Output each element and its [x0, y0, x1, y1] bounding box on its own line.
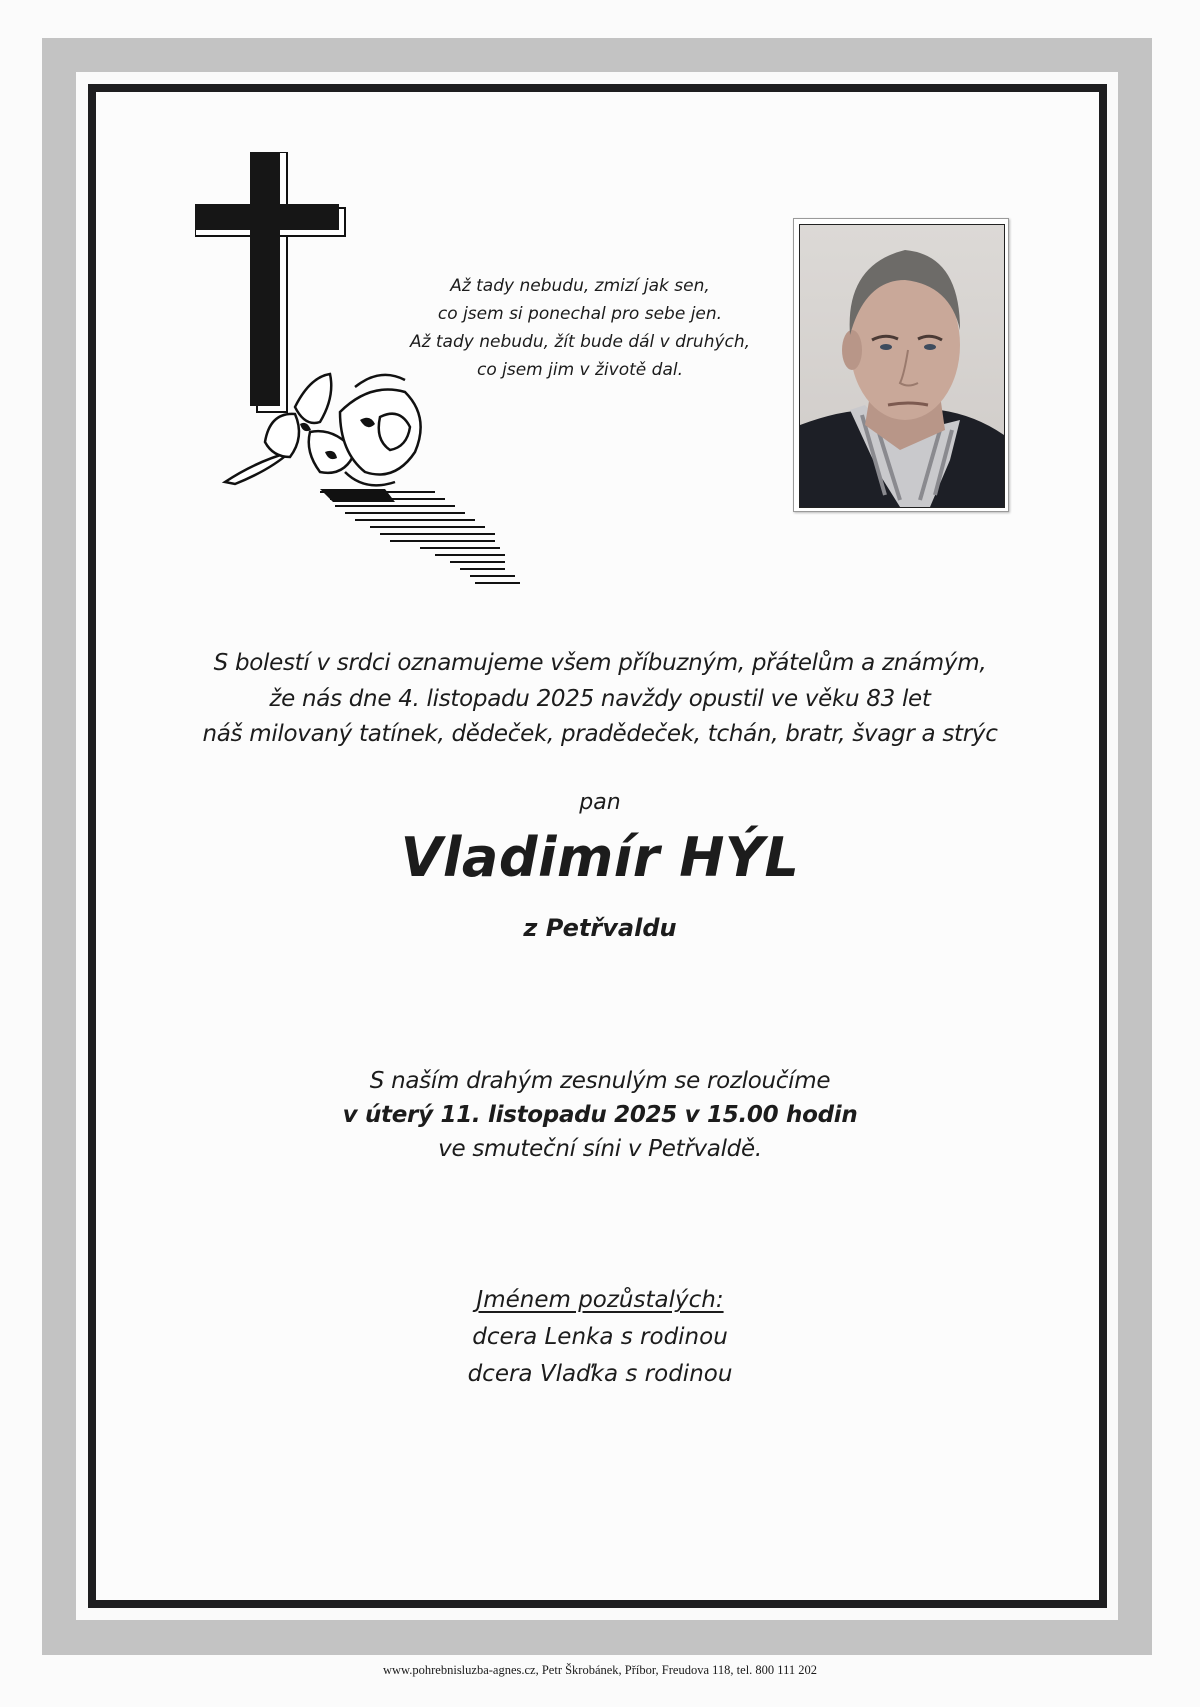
- deceased-name: Vladimír HÝL: [400, 826, 800, 889]
- deceased-origin: z Petřvaldu: [523, 914, 677, 942]
- announcement-line: S bolestí v srdci oznamujeme všem příbuzným, přátelům a známým,: [213, 650, 987, 676]
- announcement-line: náš milovaný tatínek, dědeček, pradědeček, tchán, bratr, švagr a strýc: [202, 721, 998, 747]
- survivors-heading: Jménem pozůstalých:: [476, 1287, 724, 1313]
- survivor-name: dcera Lenka s rodinou: [472, 1324, 728, 1350]
- farewell-date-time: v úterý 11. listopadu 2025 v 15.00 hodin: [342, 1102, 858, 1128]
- farewell-place: ve smuteční síni v Petřvaldě.: [438, 1136, 762, 1162]
- survivors: [0, 1282, 1200, 1393]
- announcement-line: že nás dne 4. listopadu 2025 navždy opustil ve věku 83 let: [269, 685, 931, 712]
- poem-line: Až tady nebudu, žít bude dál v druhých,: [409, 332, 751, 352]
- portrait-photo: [799, 224, 1005, 508]
- poem-line: co jsem jim v životě dal.: [476, 360, 683, 380]
- portrait-photo-frame: [793, 218, 1009, 512]
- funeral-service-footer: www.pohrebnisluzba-agnes.cz, Petr Škrobánek, Příbor, Freudova 118, tel. 800 111 202: [382, 1663, 817, 1677]
- survivor-name: dcera Vlaďka s rodinou: [467, 1361, 733, 1387]
- deceased-title: pan: [579, 790, 621, 815]
- poem-line: co jsem si ponechal pro sebe jen.: [437, 304, 723, 324]
- announcement: [0, 646, 1200, 753]
- poem-line: Až tady nebudu, zmizí jak sen,: [450, 276, 710, 296]
- farewell-info: [0, 1064, 1200, 1166]
- poem: [360, 272, 800, 384]
- farewell-intro: S naším drahým zesnulým se rozloučíme: [369, 1068, 831, 1094]
